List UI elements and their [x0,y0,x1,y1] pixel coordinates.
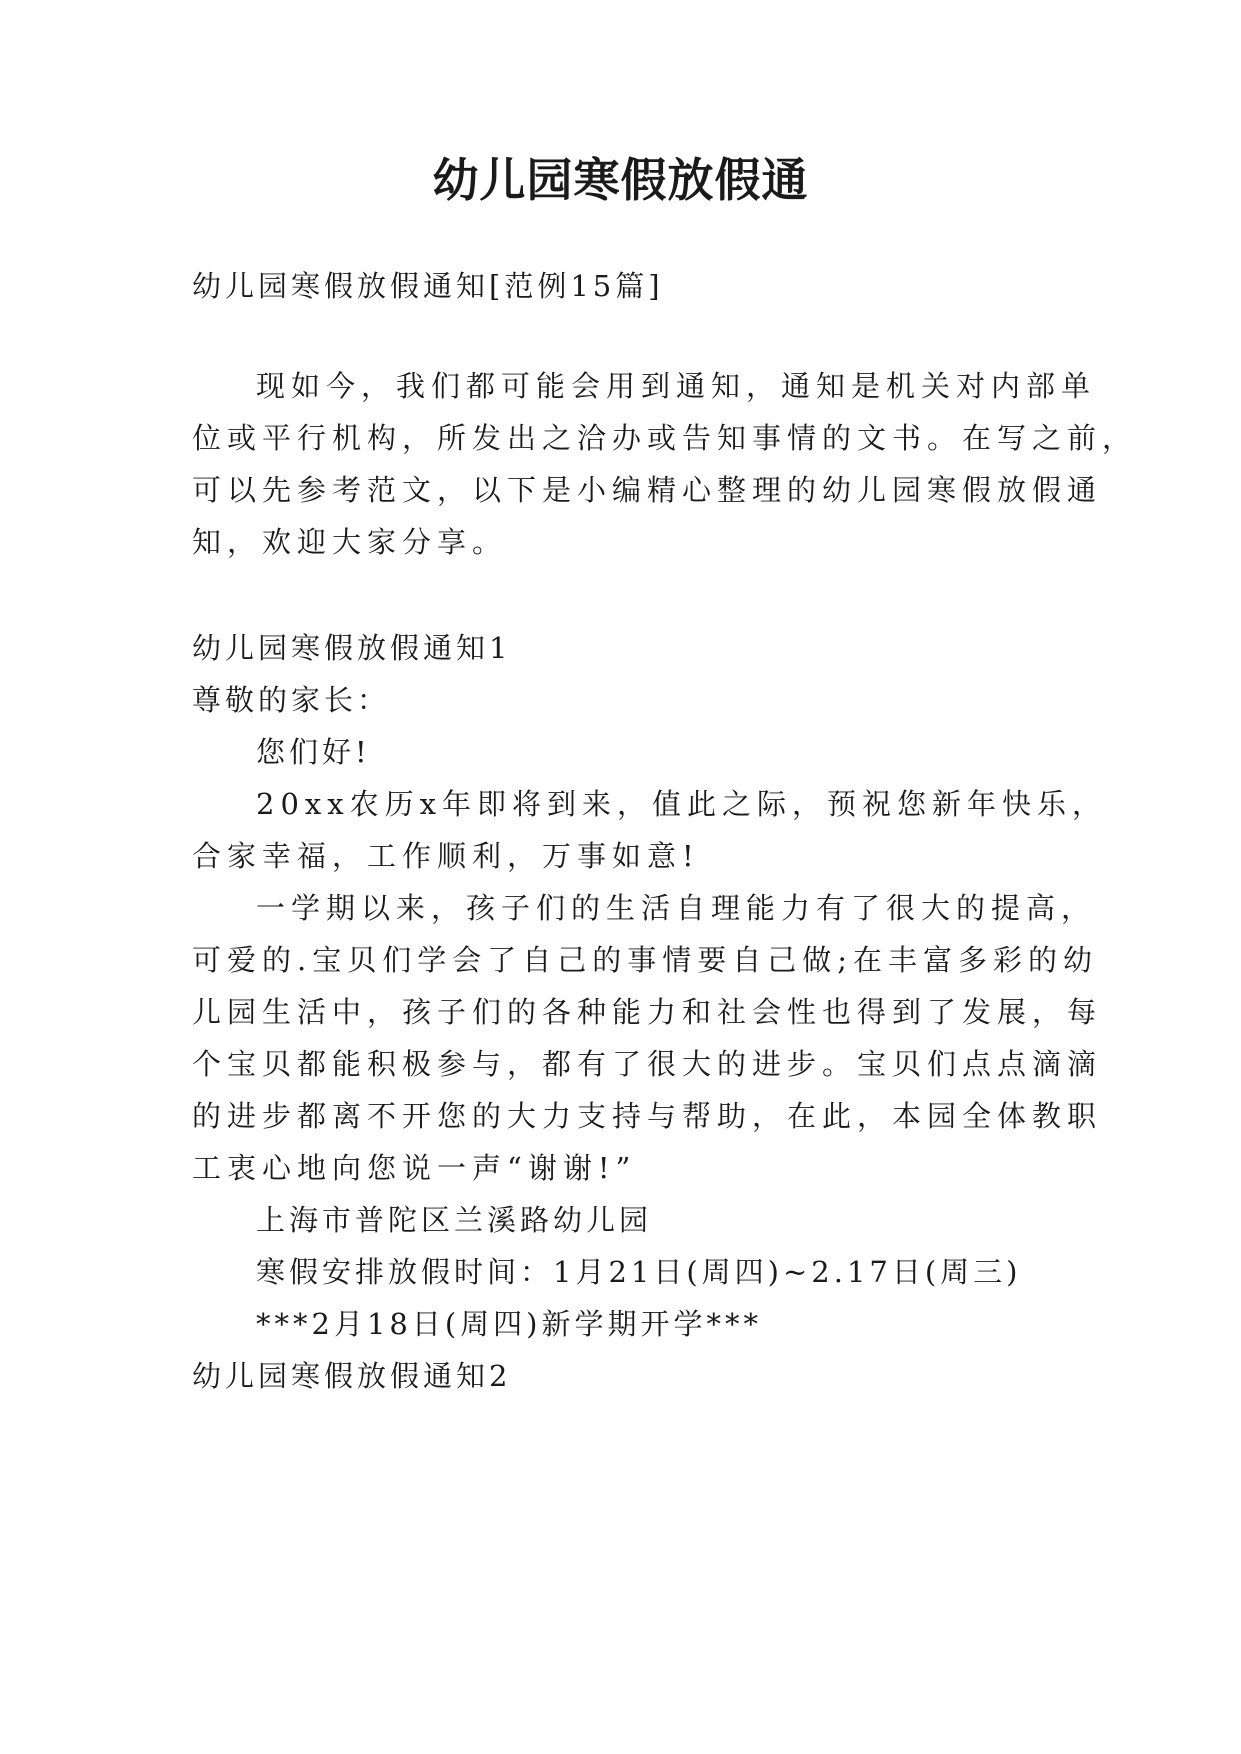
salutation: 尊敬的家长： [192,683,391,717]
intro-line-3: 可以先参考范文，以下是小编精心整理的幼儿园寒假放假通 [192,473,1103,507]
page-title: 幼儿园寒假放假通 [432,153,809,207]
para2-line-3: 儿园生活中，孩子们的各种能力和社会性也得到了发展，每 [192,995,1103,1029]
para2-line-1: 一学期以来，孩子们的生活自理能力有了很大的提高， [256,891,1097,925]
para1-line-1: 20xx农历x年即将到来，值此之际，预祝您新年快乐， [256,787,1107,821]
intro-line-4: 知，欢迎大家分享。 [192,525,508,559]
school-name: 上海市普陀区兰溪路幼儿园 [256,1203,653,1237]
para1-line-2: 合家幸福，工作顺利，万事如意! [192,839,700,873]
section-heading-2: 幼儿园寒假放假通知2 [192,1359,512,1393]
intro-line-1: 现如今，我们都可能会用到通知，通知是机关对内部单 [256,369,1097,403]
term-start-notice: ***2月18日(周四)新学期开学*** [256,1307,762,1341]
document-subtitle: 幼儿园寒假放假通知[范例15篇] [192,269,664,303]
para2-line-5: 的进步都离不开您的大力支持与帮助，在此，本园全体教职 [192,1099,1103,1133]
para2-line-6: 工衷心地向您说一声“谢谢!” [192,1151,637,1185]
para2-line-4: 个宝贝都能积极参与，都有了很大的进步。宝贝们点点滴滴 [192,1047,1103,1081]
intro-line-2: 位或平行机构，所发出之洽办或告知事情的文书。在写之前， [192,421,1138,455]
greeting: 您们好! [256,735,371,769]
section-heading-1: 幼儿园寒假放假通知1 [192,631,512,665]
holiday-schedule: 寒假安排放假时间：1月21日(周四)~2.17日(周三) [256,1255,1022,1289]
para2-line-2: 可爱的.宝贝们学会了自己的事情要自己做;在丰富多彩的幼 [192,943,1098,977]
